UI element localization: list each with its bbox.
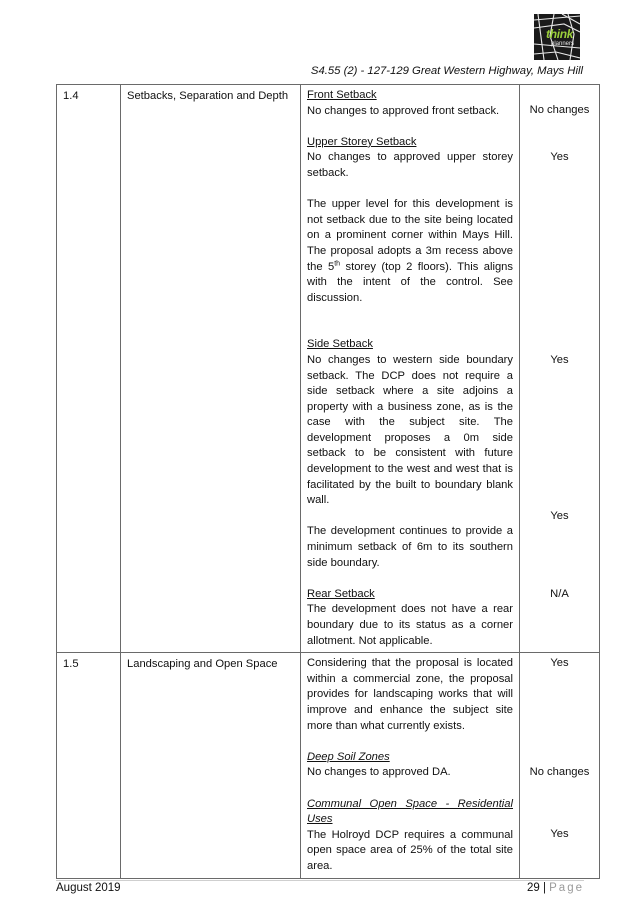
logo-text: think: [546, 27, 574, 41]
control-name: Setbacks, Separation and Depth: [121, 85, 301, 653]
compliance-value: N/A: [550, 588, 569, 600]
comment-cell: [301, 653, 520, 878]
compliance-value: Yes: [550, 657, 569, 670]
page-number: 29: [526, 882, 540, 894]
block-heading: Rear Setback: [307, 587, 375, 600]
block-text: The development does not have a rear boundary due to its status as a corner allotment. Not applicable.: [307, 603, 513, 647]
block-text: No changes to approved upper storey setback.: [307, 151, 513, 179]
block-heading: Front Setback: [307, 89, 377, 101]
compliance-value: Yes: [550, 151, 569, 163]
comment-cell: [301, 85, 520, 653]
page-separator: |: [542, 882, 546, 894]
block-text: No changes to approved DA.: [307, 766, 451, 779]
compliance-value: No changes: [529, 766, 590, 779]
block-heading: Upper Storey Setback: [307, 135, 417, 148]
block-text: The Holroyd DCP requires a communal open space area of 25% of the total site area.: [307, 828, 513, 872]
footer-date: August 2019: [56, 882, 121, 894]
comment-block: [307, 750, 513, 781]
compliance-value: No changes: [529, 104, 590, 116]
comment-block: [307, 88, 513, 119]
block-heading: Communal Open Space - Residential Uses: [307, 797, 513, 826]
footer-divider: [56, 880, 584, 881]
comment-block: [307, 797, 513, 875]
compliance-value: Yes: [550, 828, 569, 841]
block-text: No changes to western side boundary setback. The DCP does not require a side setback where a site adjoins a property with a business zone, as is the case with the subject site. The development proposes a 0m side setback to be consistent with future development to the west and west that is facilitated by the built to boundary blank wall.: [307, 353, 513, 507]
compliance-value: Yes: [550, 510, 569, 522]
block-text: The upper level for this development is not setback due to the site being located on a prominent corner within Mays Hill. The proposal adopts a 3m recess above the 5: [307, 198, 513, 273]
block-heading: Side Setback: [307, 338, 373, 351]
compliance-table: [56, 84, 600, 879]
block-text: The development continues to provide a minimum setback of 6m to its southern side boundary.: [307, 525, 513, 569]
table-row: [57, 653, 600, 878]
logo-subtext: planners: [551, 41, 575, 47]
company-logo: [534, 14, 580, 60]
block-heading: Deep Soil Zones: [307, 750, 390, 763]
superscript: th: [334, 259, 341, 267]
block-text: No changes to approved front setback.: [307, 104, 500, 117]
document-header-title: S4.55 (2) - 127-129 Great Western Highway, Mays Hill: [310, 65, 583, 77]
comment-block: [307, 524, 513, 571]
compliance-value: Yes: [550, 354, 569, 366]
block-text: storey (top 2 floors). This aligns with the intent of the control. See discussion.: [307, 260, 513, 304]
footer-page: [500, 882, 584, 894]
comment-block: [307, 197, 513, 306]
compliance-cell: [520, 653, 600, 878]
section-number: 1.4: [57, 85, 121, 653]
section-number: 1.5: [57, 653, 121, 878]
comment-block: [307, 337, 513, 509]
block-text: Considering that the proposal is located within a commercial zone, the proposal provides for landscaping works that will improve and enhance the subject site more than what currently exists.: [307, 657, 513, 732]
page-label: Page: [549, 882, 584, 894]
compliance-cell: [520, 85, 600, 653]
table-row: [57, 85, 600, 653]
control-name: Landscaping and Open Space: [121, 653, 301, 878]
comment-block: [307, 587, 513, 649]
comment-block: [307, 656, 513, 734]
comment-block: [307, 135, 513, 182]
